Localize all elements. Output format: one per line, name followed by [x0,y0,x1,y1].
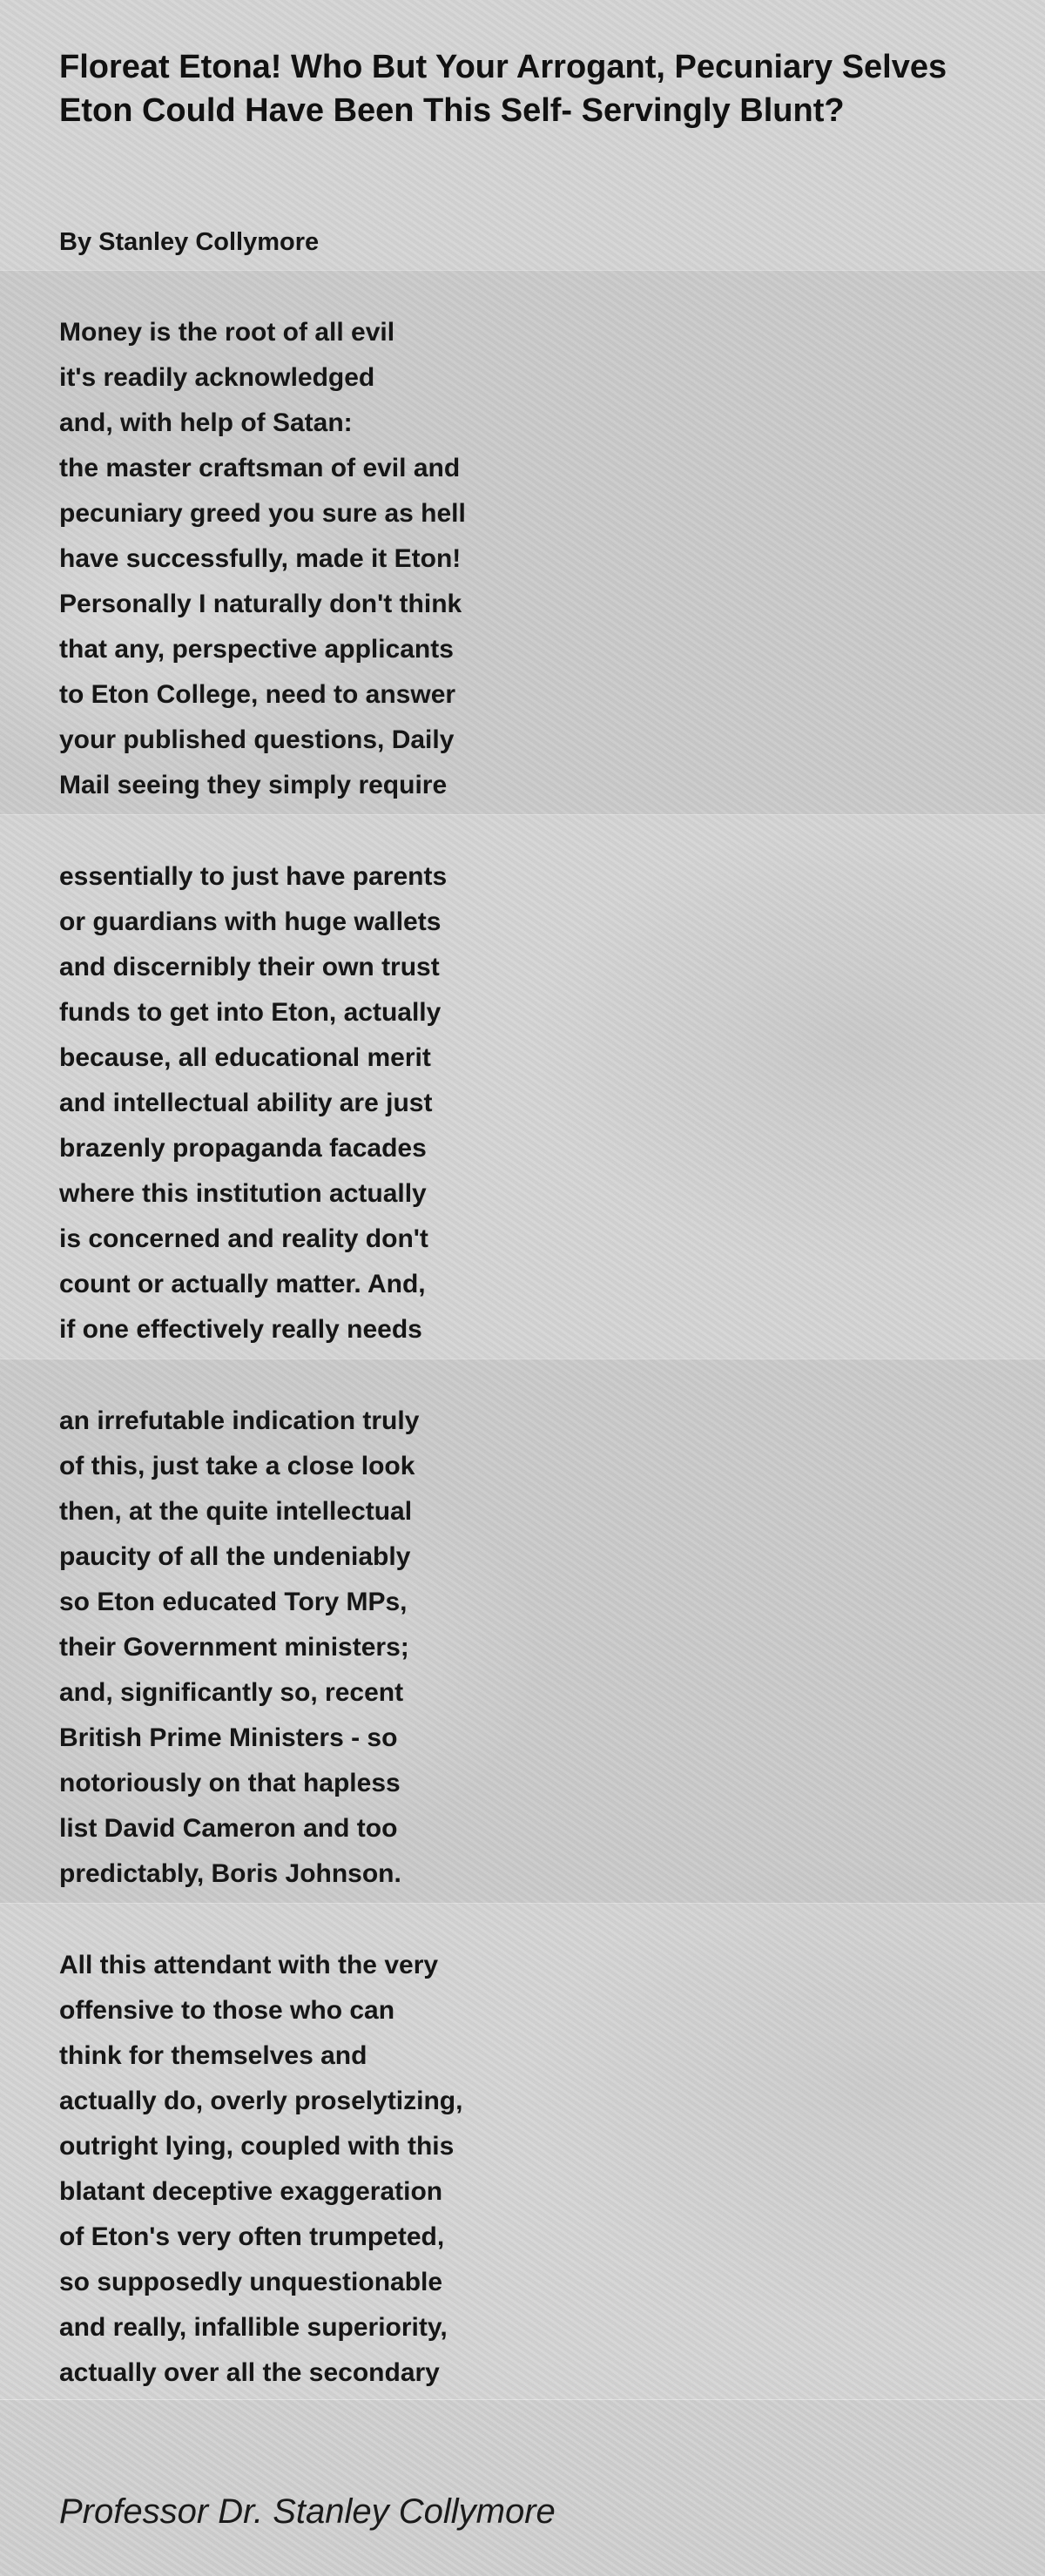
poem-line: is concerned and reality don't [59,1224,428,1253]
author-signature: Professor Dr. Stanley Collymore [59,2492,556,2531]
poem-line: list David Cameron and too [59,1814,398,1843]
poem-line: actually over all the secondary [59,2358,440,2387]
poem-line: actually do, overly proselytizing, [59,2087,463,2115]
poem-line: the master craftsman of evil and [59,454,461,482]
poem-line: Money is the root of all evil [59,318,395,347]
poem-line: brazenly propaganda facades [59,1134,427,1163]
poem-byline: By Stanley Collymore [59,228,320,256]
poem-line: of Eton's very often trumpeted, [59,2222,445,2251]
poem-line: count or actually matter. And, [59,1270,426,1298]
poem-line: paucity of all the undeniably [59,1542,411,1571]
poem-line: of this, just take a close look [59,1452,415,1480]
stanza-3 [59,1399,599,1897]
poem-line: offensive to those who can [59,1996,395,2025]
poem-line: your published questions, Daily [59,725,455,754]
poem-line: or guardians with huge wallets [59,907,442,936]
poem-title: Floreat Etona! Who But Your Arrogant, Pecuniary Selves Eton Could Have Been This Self- Servingly Blunt? [59,49,947,129]
poem-line: to Eton College, need to answer [59,680,456,709]
poem-line: funds to get into Eton, actually [59,998,442,1027]
stanza-2 [59,854,599,1352]
poem-line: outright lying, coupled with this [59,2132,455,2161]
poem-line: because, all educational merit [59,1043,431,1072]
poem-line: and, significantly so, recent [59,1678,404,1707]
poem-line: that any, perspective applicants [59,635,454,664]
poem-line: think for themselves and [59,2041,367,2070]
poem-line: have successfully, made it Eton! [59,544,462,573]
poem-line: so Eton educated Tory MPs, [59,1588,408,1616]
poem-line: and discernibly their own trust [59,953,440,981]
poem-line: if one effectively really needs [59,1315,422,1344]
poem-line: and really, infallible superiority, [59,2313,448,2342]
stanza-1 [59,310,599,808]
poem-line: blatant deceptive exaggeration [59,2177,443,2206]
poem-line: then, at the quite intellectual [59,1497,413,1526]
poem-line: Personally I naturally don't think [59,590,462,618]
poem-line: notoriously on that hapless [59,1769,401,1797]
poem-line: Mail seeing they simply require [59,771,448,799]
poem-line: an irrefutable indication truly [59,1406,420,1435]
poem-line: so supposedly unquestionable [59,2268,443,2296]
poem-line: essentially to just have parents [59,862,448,891]
stanza-4 [59,1943,599,2396]
poem-line: it's readily acknowledged [59,363,375,392]
poem-line: and, with help of Satan: [59,408,353,437]
poem-line: and intellectual ability are just [59,1089,433,1117]
poem-line: where this institution actually [59,1179,427,1208]
poem-line: predictably, Boris Johnson. [59,1859,401,1888]
poem-line: British Prime Ministers - so [59,1723,398,1752]
poem-line: their Government ministers; [59,1633,409,1662]
poem-line: All this attendant with the very [59,1951,439,1979]
poem-line: pecuniary greed you sure as hell [59,499,466,528]
